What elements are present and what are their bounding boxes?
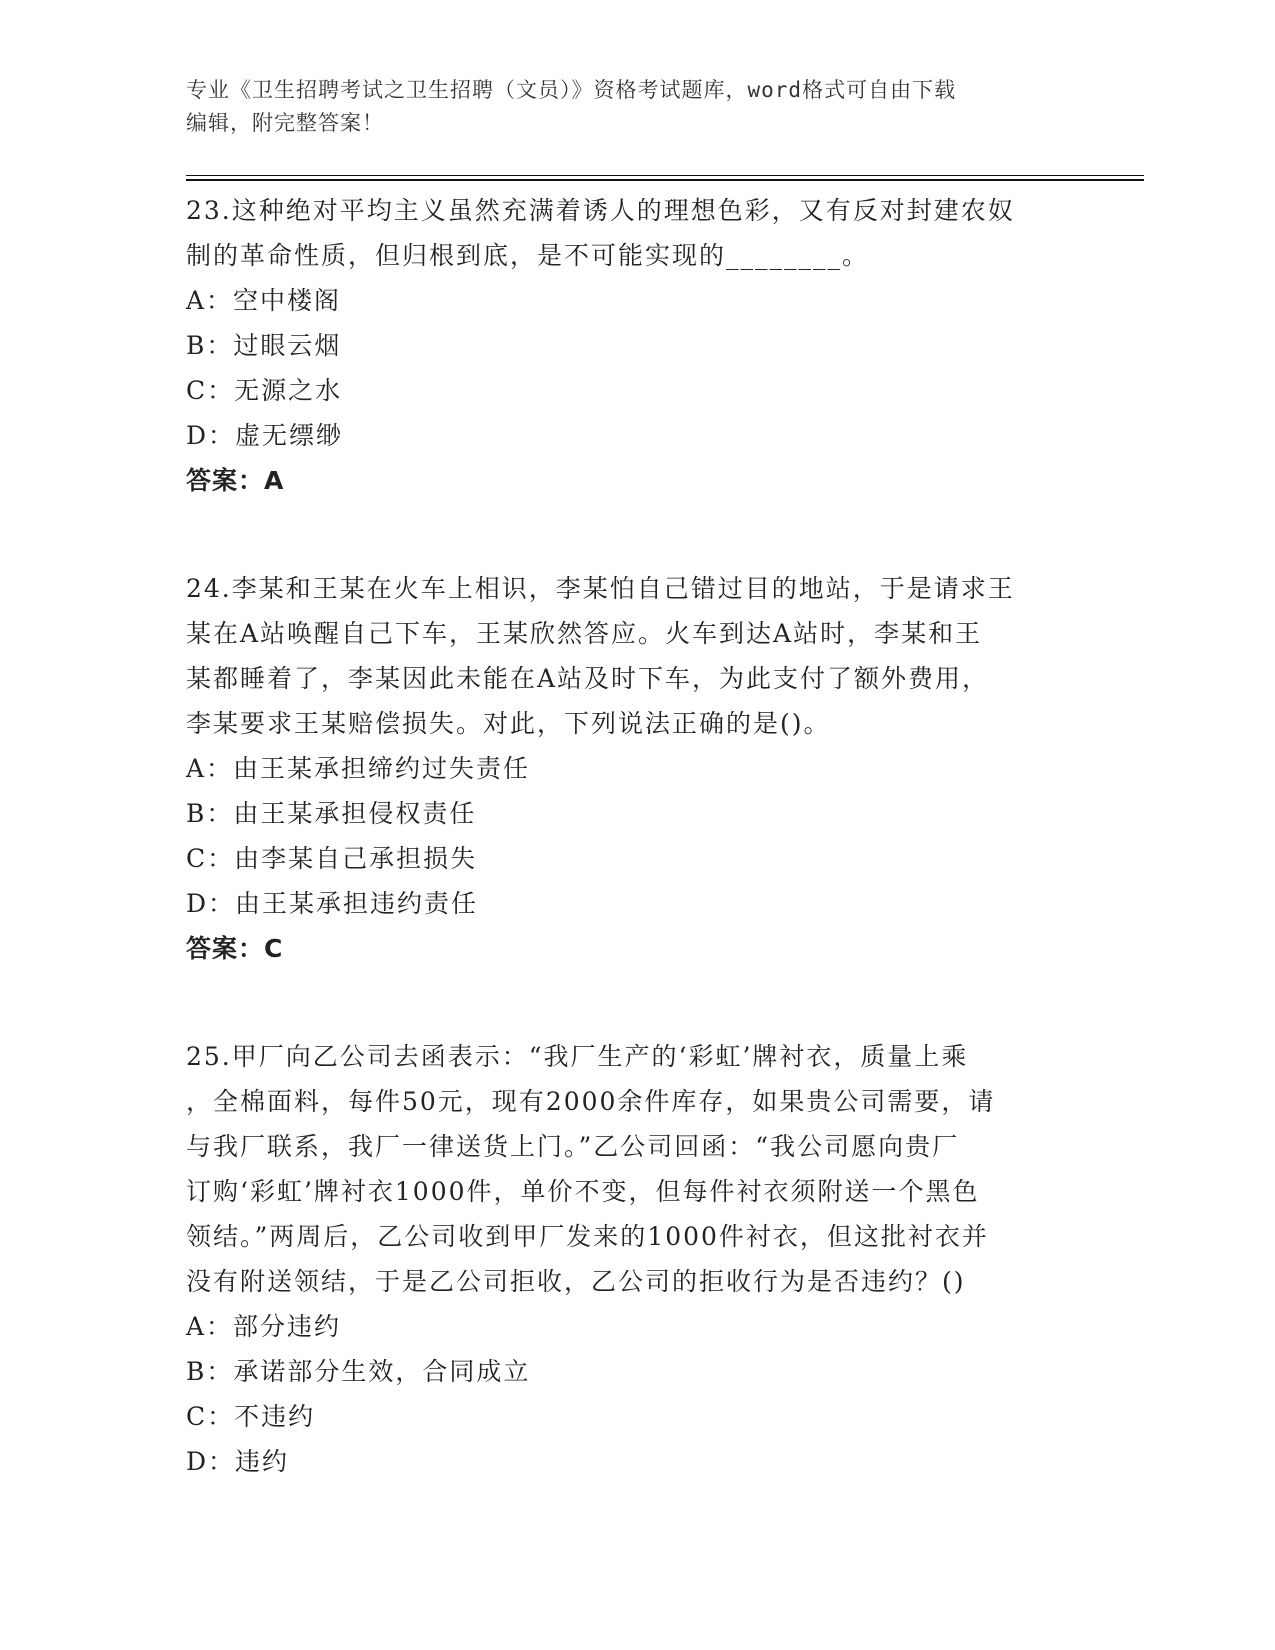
question-23 xyxy=(186,188,1066,504)
question-text-line: 制的革命性质，但归根到底，是不可能实现的________。 xyxy=(186,241,870,270)
option-a: A：部分违约 xyxy=(186,1312,342,1341)
question-list xyxy=(186,188,1066,1546)
option-c: C：由李某自己承担损失 xyxy=(186,844,478,873)
option-b: B：承诺部分生效，合同成立 xyxy=(186,1357,531,1386)
option-c: C：无源之水 xyxy=(186,376,343,405)
answer-label: 答案：A xyxy=(186,466,285,495)
header-line-2: 编辑，附完整答案！ xyxy=(186,111,384,135)
header-line-1: 专业《卫生招聘考试之卫生招聘（文员）》资格考试题库，word格式可自由下载 xyxy=(186,78,957,102)
option-a: A：由王某承担缔约过失责任 xyxy=(186,754,531,783)
question-text-line: 24.李某和王某在火车上相识，李某怕自己错过目的地站，于是请求王 xyxy=(186,574,1015,603)
question-text-line: 李某要求王某赔偿损失。对此，下列说法正确的是()。 xyxy=(186,709,831,738)
option-b: B：由王某承担侵权责任 xyxy=(186,799,477,828)
question-text-line: 没有附送领结，于是乙公司拒收，乙公司的拒收行为是否违约？() xyxy=(186,1267,966,1296)
option-a: A：空中楼阁 xyxy=(186,286,342,315)
question-25 xyxy=(186,1034,1066,1484)
question-text-line: 25.甲厂向乙公司去函表示：“我厂生产的‘彩虹’牌衬衣，质量上乘 xyxy=(186,1042,969,1071)
question-text-line: 订购‘彩虹’牌衬衣1000件，单价不变，但每件衬衣须附送一个黑色 xyxy=(186,1177,980,1206)
question-text-line: 与我厂联系，我厂一律送货上门。”乙公司回函：“我公司愿向贵厂 xyxy=(186,1132,960,1161)
question-24 xyxy=(186,566,1066,972)
option-d: D：违约 xyxy=(186,1447,290,1476)
question-text-line: 某都睡着了，李某因此未能在A站及时下车，为此支付了额外费用， xyxy=(186,664,990,693)
header-divider-thin xyxy=(186,175,1144,176)
header-divider-thick xyxy=(186,179,1144,181)
question-text-line: 领结。”两周后，乙公司收到甲厂发来的1000件衬衣，但这批衬衣并 xyxy=(186,1222,989,1251)
page-header xyxy=(186,74,1066,140)
question-text-line: ，全棉面料，每件50元，现有2000余件库存，如果贵公司需要，请 xyxy=(186,1087,996,1116)
option-b: B：过眼云烟 xyxy=(186,331,342,360)
option-d: D：由王某承担违约责任 xyxy=(186,889,479,918)
question-text-line: 23.这种绝对平均主义虽然充满着诱人的理想色彩，又有反对封建农奴 xyxy=(186,196,1015,225)
option-d: D：虚无缥缈 xyxy=(186,421,344,450)
answer-label: 答案：C xyxy=(186,934,284,963)
option-c: C：不违约 xyxy=(186,1402,316,1431)
question-text-line: 某在A站唤醒自己下车，王某欣然答应。火车到达A站时，李某和王 xyxy=(186,619,983,648)
